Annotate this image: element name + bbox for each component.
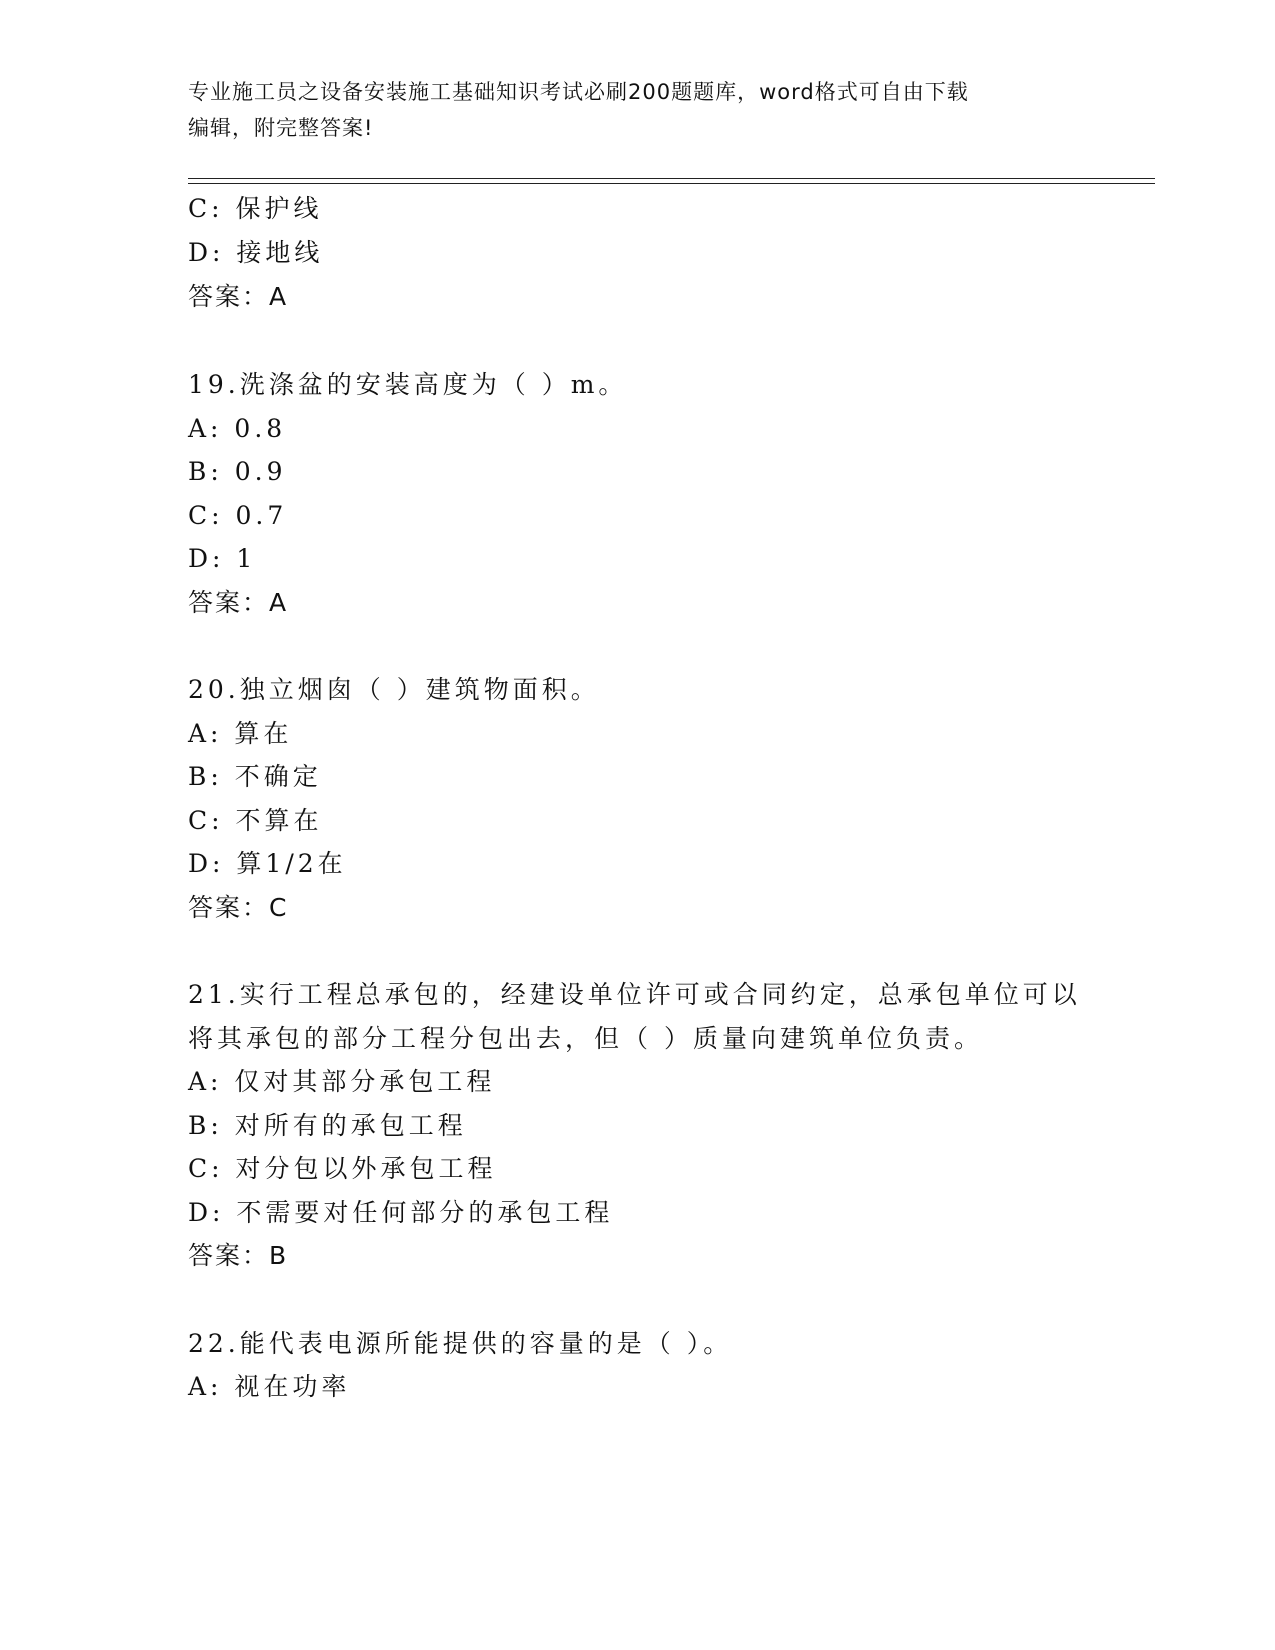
- q20-option-a: A: 算在: [188, 719, 293, 748]
- q20-answer: 答案：C: [188, 893, 289, 922]
- document-header: [188, 74, 1088, 146]
- q19-option-b: B: 0.9: [188, 457, 287, 486]
- q21-option-a: A: 仅对其部分承包工程: [188, 1067, 496, 1096]
- q19-option-d: D: 1: [188, 544, 257, 573]
- q21-stem-line-1: 21.实行工程总承包的，经建设单位许可或合同约定，总承包单位可以: [188, 980, 1081, 1009]
- q19-option-a: A: 0.8: [188, 414, 287, 443]
- q21-stem-line-2: 将其承包的部分工程分包出去，但（ ）质量向建筑单位负责。: [188, 1024, 983, 1053]
- q19-stem: 19.洗涤盆的安装高度为（ ）m。: [188, 370, 628, 399]
- header-title-line-1: 专业施工员之设备安装施工基础知识考试必刷200题题库，word格式可自由下载: [188, 80, 969, 104]
- prev-option-c: C: 保护线: [188, 194, 323, 223]
- prev-option-d: D: 接地线: [188, 238, 324, 267]
- q21-option-b: B: 对所有的承包工程: [188, 1111, 467, 1140]
- q21-option-d: D: 不需要对任何部分的承包工程: [188, 1198, 614, 1227]
- q20-option-d: D: 算1/2在: [188, 849, 347, 878]
- q20-option-b: B: 不确定: [188, 762, 322, 791]
- header-divider-top: [188, 178, 1155, 179]
- q22-stem: 22.能代表电源所能提供的容量的是（ ）。: [188, 1329, 733, 1358]
- q20-stem: 20.独立烟囱（ ）建筑物面积。: [188, 675, 600, 704]
- q21-option-c: C: 对分包以外承包工程: [188, 1154, 497, 1183]
- header-title-line-2: 编辑，附完整答案!: [188, 116, 374, 140]
- q19-option-c: C: 0.7: [188, 501, 288, 530]
- prev-answer: 答案：A: [188, 282, 289, 311]
- q20-option-c: C: 不算在: [188, 806, 323, 835]
- q19-answer: 答案：A: [188, 588, 289, 617]
- q22-option-a: A: 视在功率: [188, 1372, 351, 1401]
- header-divider-bottom: [188, 183, 1155, 184]
- q21-answer: 答案：B: [188, 1241, 289, 1270]
